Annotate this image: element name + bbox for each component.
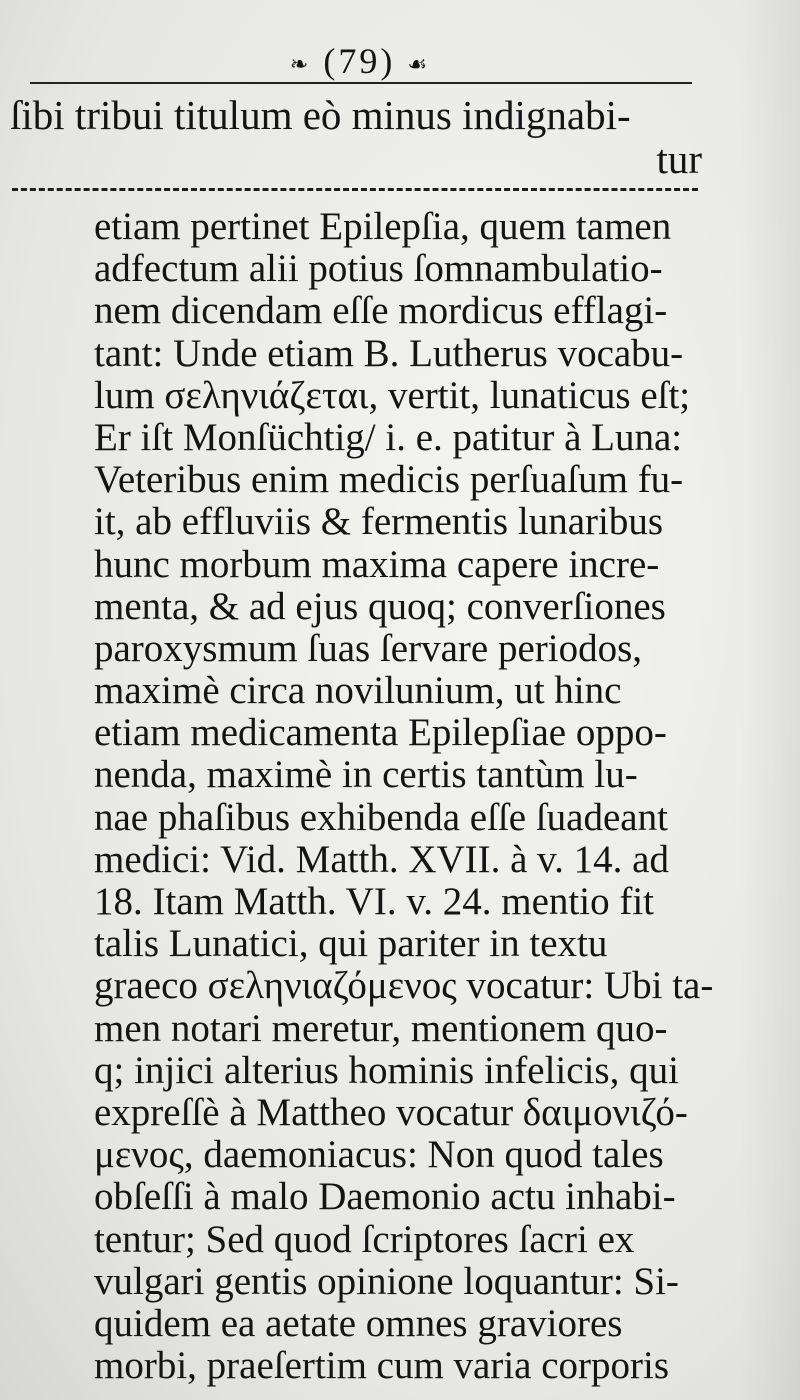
text-line: tentur; Sed quod ſcriptores ſacri ex: [94, 1217, 635, 1261]
text-line: nenda, maximè in certis tantùm lu-: [94, 753, 638, 797]
ornament-right-icon: ☙: [407, 51, 431, 77]
text-line: tant: Unde etiam B. Lutherus vocabu-: [94, 331, 684, 375]
page-header: [0, 40, 720, 82]
ornament-left-icon: ❧: [289, 51, 312, 77]
running-head: ſibi tribui titulum eò minus indignabi-: [10, 92, 631, 138]
text-line: medici: Vid. Matth. XVII. à v. 14. ad: [94, 837, 669, 881]
text-line: morbi, praeſertim cum varia corporis: [94, 1344, 670, 1388]
text-line: q; injici alterius hominis infelicis, qui: [94, 1048, 679, 1092]
text-line: menta, & ad ejus quoq; converſiones: [94, 584, 666, 628]
text-line: Er iſt Monſüchtig/ i. e. patitur à Luna:: [94, 415, 683, 459]
text-line: expreſſè à Mattheo vocatur δαιμονιζό-: [94, 1090, 688, 1134]
text-line: 18. Itam Matth. VI. v. 24. mentio fit: [94, 880, 655, 923]
text-line: etiam medicamenta Epilepſiae oppo-: [94, 711, 667, 755]
text-line: obſeſſi à malo Daemonio actu inhabi-: [94, 1175, 676, 1219]
text-line: paroxysmum ſuas ſervare periodos,: [94, 626, 643, 670]
page-gutter-shadow: [740, 0, 800, 1400]
text-line: hunc morbum maxima capere incre-: [94, 542, 660, 586]
text-line: quidem ea aetate omnes graviores: [94, 1301, 623, 1345]
catchword: tur: [656, 136, 702, 182]
text-line: men notari meretur, mentionem quo-: [94, 1006, 668, 1050]
text-line: talis Lunatici, qui pariter in textu: [94, 922, 608, 966]
text-line: it, ab effluviis & fermentis lunaribus: [94, 500, 664, 544]
text-line: graeco σεληνιαζόμενος vocatur: Ubi ta-: [94, 964, 714, 1008]
page-number: (79): [323, 41, 396, 81]
text-line: vulgari gentis opinione loquantur: Si-: [94, 1259, 679, 1303]
body-text: [94, 206, 744, 1387]
header-rule: [30, 82, 692, 84]
text-line: maximè circa novilunium, ut hinc: [94, 669, 622, 713]
text-line: μενος, daemoniacus: Non quod tales: [94, 1133, 664, 1177]
text-line: lum σεληνιάζεται, vertit, lunaticus eſt;: [94, 373, 691, 417]
text-line: Veteribus enim medicis perſuaſum fu-: [94, 458, 684, 502]
text-line: etiam pertinet Epilepſia, quem tamen: [94, 205, 672, 248]
separator-rule: [12, 188, 698, 191]
text-line: nem dicendam eſſe mordicus efflagi-: [94, 289, 668, 333]
text-line: nae phaſibus exhibenda eſſe ſuadeant: [94, 795, 668, 839]
text-line: adfectum alii potius ſomnambulatio-: [94, 247, 663, 291]
